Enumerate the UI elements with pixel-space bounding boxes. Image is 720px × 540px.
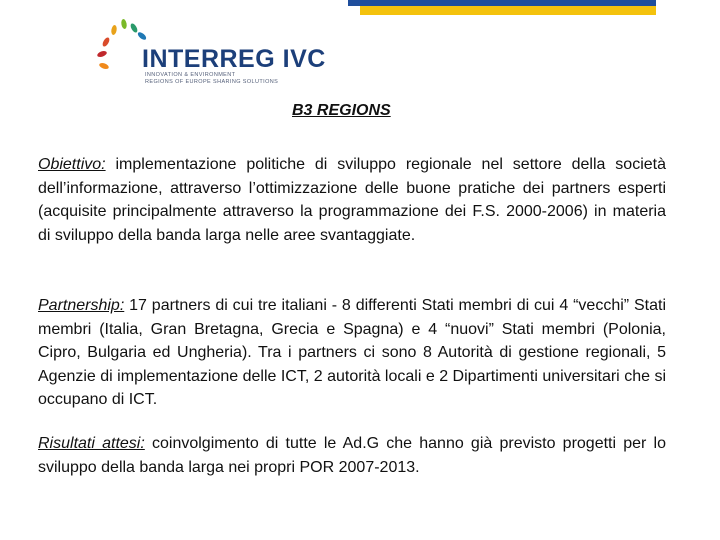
page-title: B3 REGIONS <box>292 102 391 119</box>
label-obiettivo: Obiettivo: <box>38 156 106 173</box>
text-partnership: 17 partners di cui tre italiani - 8 differenti Stati membri di cui 4 “vecchi” Stati membri (Italia, Gran Bretagna, Grecia e Spagna) e 4 “nuovi” Stati membri (Polonia, Cipro, Bulgaria ed Ungheria). Tra i partners ci sono 8 Autorità di gestione regionali, 5 Agenzie di implementazione delle ICT, 2 autorità locali e 2 Dipartimenti universitari che si occupano di ICT. <box>38 297 666 408</box>
logo-tagline-2: REGIONS OF EUROPE SHARING SOLUTIONS <box>145 79 279 85</box>
logo-wordmark: INTERREG IVC <box>142 45 326 73</box>
logo-tagline-1: INNOVATION & ENVIRONMENT <box>145 72 236 78</box>
text-risultati: coinvolgimento di tutte le Ad.G che hanno già previsto progetti per lo sviluppo della banda larga nei propri POR 2007-2013. <box>38 435 667 476</box>
label-partnership: Partnership: <box>38 297 125 314</box>
paragraph-risultati <box>38 432 666 479</box>
text-obiettivo: implementazione politiche di sviluppo regionale nel settore della società dell’informazione, attraverso l’ottimizzazione delle buone pratiche dei partners esperti (acquisite principalmente attraverso la programmazione dei F.S. 2000-2006) in materia di sviluppo della banda larga nelle aree svantaggiate. <box>38 156 666 244</box>
paragraph-obiettivo <box>38 153 666 247</box>
header-bar-yellow <box>360 6 656 15</box>
paragraph-partnership <box>38 294 666 412</box>
label-risultati: Risultati attesi: <box>38 435 145 452</box>
interreg-logo <box>92 16 332 85</box>
